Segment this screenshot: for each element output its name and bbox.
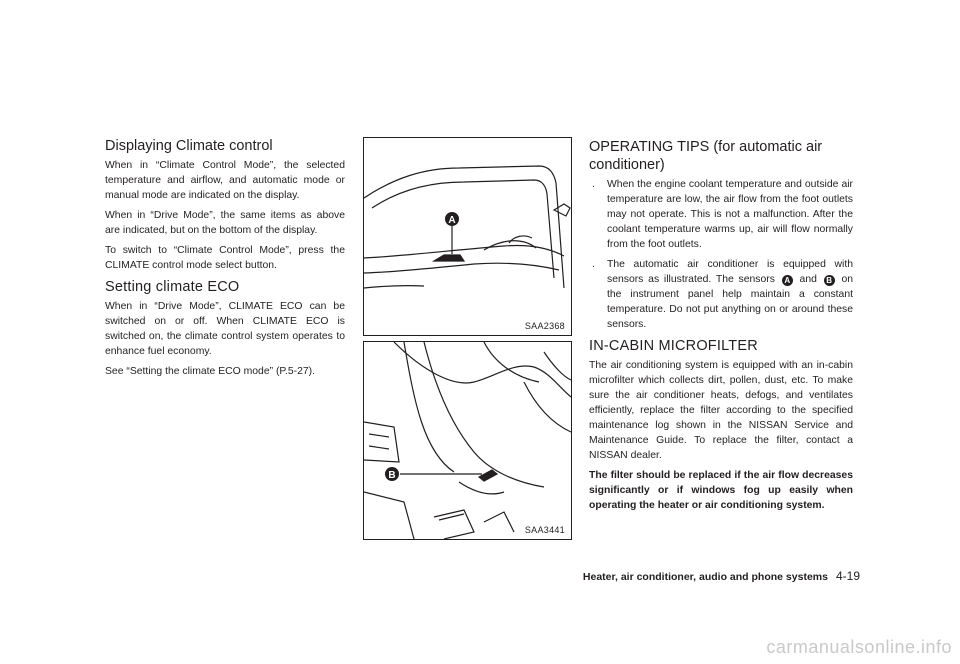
figure-footwell-sensor <box>363 341 572 540</box>
bullet-text: and <box>799 274 817 285</box>
bullet-text: When the engine coolant temperature and outside air temperature are low, the air flow from the foot outlets may not operate. This is not a malfunction. After the coolant temperature warms up, air will flow normally from the foot outlets. <box>607 179 853 250</box>
footer-section-title: Heater, air conditioner, audio and phone systems <box>582 571 828 583</box>
footwell-illustration <box>364 342 571 539</box>
figure-windshield-sensor <box>363 137 572 336</box>
sensor-b-badge: B <box>824 275 835 286</box>
callout-a-label: A <box>448 215 456 226</box>
paragraph: When in “Climate Control Mode”, the selected temperature and airflow, and automatic mode or manual mode are indicated on the display. <box>105 160 345 201</box>
left-column <box>105 137 345 384</box>
paragraph: When in “Drive Mode”, CLIMATE ECO can be switched on or off. When CLIMATE ECO is switched on, the climate control system operates to enhance fuel economy. <box>105 301 345 357</box>
heading-displaying-climate-control: Displaying Climate control <box>105 138 273 154</box>
right-column <box>589 138 853 518</box>
page-number: 4-19 <box>835 569 860 583</box>
bullet-marker: . <box>592 259 595 270</box>
paragraph-cross-reference: See “Setting the climate ECO mode” (P.5-27). <box>105 366 316 377</box>
bullet-marker: . <box>592 179 595 190</box>
heading-setting-climate-eco: Setting climate ECO <box>105 279 240 295</box>
bullet-item <box>589 257 853 332</box>
paragraph: The air conditioning system is equipped with an in-cabin microfilter which collects dirt, pollen, dust, etc. To make sure the air conditioner heats, defogs, and ventilates efficiently, replace the filter according to the specified maintenance log shown in the NISSAN Service and Maintenance Guide. To replace the filter, contact a NISSAN dealer. <box>589 360 853 461</box>
figure-caption: SAA2368 <box>524 321 565 331</box>
figure-caption: SAA3441 <box>524 525 565 535</box>
windshield-illustration <box>364 138 571 335</box>
heading-operating-tips: OPERATING TIPS (for automatic air conditioner) <box>589 139 823 173</box>
paragraph-warning: The filter should be replaced if the air flow decreases significantly or if windows fog up easily when operating the heater or air conditioning system. <box>589 470 853 511</box>
heading-in-cabin-microfilter: IN-CABIN MICROFILTER <box>589 338 758 354</box>
sensor-a-badge: A <box>782 275 793 286</box>
callout-b-label: B <box>388 470 396 481</box>
paragraph: To switch to “Climate Control Mode”, press the CLIMATE control mode select button. <box>105 245 345 271</box>
bullet-text: The automatic air conditioner is equipped with sensors as illustrated. The sensors <box>607 259 853 285</box>
watermark: carmanualsonline.info <box>766 637 952 657</box>
page-footer <box>583 569 860 583</box>
bullet-text: on the instrument panel help maintain a constant temperature. Do not put anything on or around these sensors. <box>607 274 854 330</box>
bullet-item <box>589 177 853 252</box>
paragraph: When in “Drive Mode”, the same items as above are indicated, but on the bottom of the display. <box>105 210 345 236</box>
